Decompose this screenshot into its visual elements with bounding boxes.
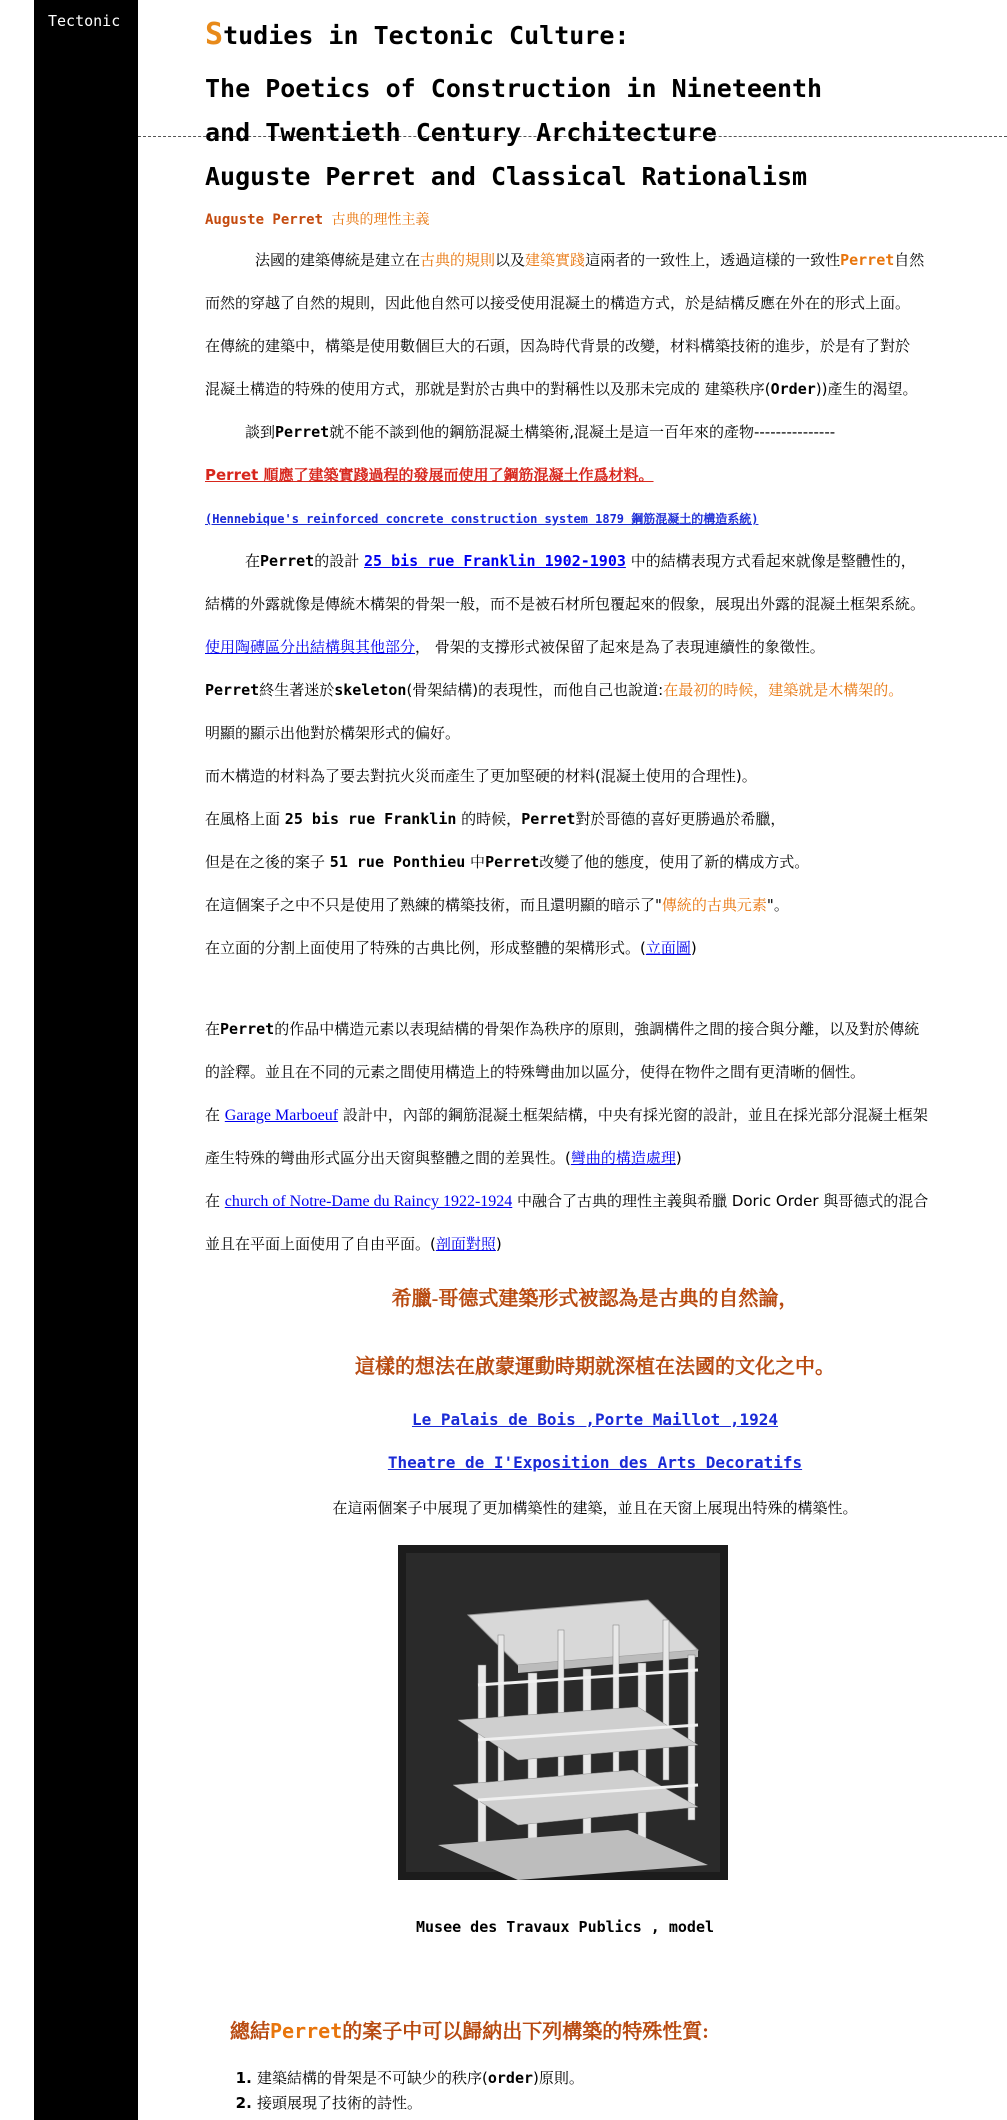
text: 建築結構的骨架是不可缺少的秩序( [257,2069,488,2087]
text: ))產生的渴望。 [815,380,918,398]
text: 談到 [245,423,276,441]
red-statement: Perret 順應了建築實踐過程的發展而使用了鋼筋混凝土作爲材料。 [205,466,654,484]
text-line [205,1180,928,1223]
text-line: 的詮釋。並且在不同的元素之間使用構造上的特殊彎曲加以區分，使得在物件之間有更清晰的個性。 [205,1063,866,1081]
link-garage-marboeuf[interactable]: Garage Marboeuf [224,1107,339,1124]
text: 在風格上面 [205,810,281,828]
callout-line-2: 這樣的想法在啟蒙運動時期就深植在法國的文化之中。 [355,1356,835,1378]
text: ) [675,1149,682,1167]
summary-item [257,2091,584,2116]
highlight-text: 傳統的古典元素 [661,896,767,914]
sidebar [34,0,138,2120]
text: 在 [205,1192,221,1210]
text: 對於哥德的喜好更勝過於希臘， [575,810,786,828]
text-line [205,841,925,884]
title-line-1 [205,17,630,52]
text-line [205,1008,928,1051]
text-line [205,927,925,970]
subtitle [205,209,429,229]
text-line [205,368,924,411]
title-rest: tudies in Tectonic Culture: [223,21,630,50]
text-line [205,411,835,454]
text: 的案子中可以歸納出下列構築的特殊性質: [342,2021,709,2043]
text: 在這個案子之中不只是使用了熟練的構築技術，而且還明顯的暗示了" [205,896,662,914]
summary-list [205,2066,584,2116]
perret-text: Perret [220,1020,275,1038]
text: 改變了他的態度，使用了新的構成方式。 [539,853,810,871]
text: 中的結構表現方式看起來就像是整體性的， [630,552,916,570]
text: )原則。 [533,2069,584,2087]
text: 中 [470,853,486,871]
text: 在 [205,1020,221,1038]
text-line [205,1223,928,1266]
text: 在 [245,552,261,570]
sidebar-label: Tectonic [48,12,121,30]
text: 以及 [495,251,526,269]
text: 終生著迷於 [259,681,335,699]
building-model-drawing [398,1545,728,1880]
text: 法國的建築傳統是建立在 [255,251,421,269]
subtitle-en: Auguste Perret [205,212,324,228]
text-line [205,884,925,927]
highlight-text: 古典的規則 [420,251,496,269]
title-line-4: Auguste Perret and Classical Rationalism [205,162,808,191]
link-25-bis-rue-franklin[interactable]: 25 bis rue Franklin 1902-1903 [364,552,626,570]
text: 但是在之後的案子 [205,853,326,871]
callout-line-3: 在這兩個案子中展現了更加構築性的建築，並且在天窗上展現出特殊的構築性。 [332,1499,858,1517]
perret-text: Perret [270,2019,343,2043]
title-line-2: The Poetics of Construction in Nineteenth [205,74,823,103]
link-ceramic-tiles[interactable]: 使用陶磚區分出結構與其他部分 [205,638,416,656]
text-line [205,497,835,540]
text-line: 而木構造的材料為了要去對抗火災而產生了更加堅硬的材料(混凝土使用的合理性)。 [205,767,757,785]
text: 的設計 [314,552,360,570]
summary-title [230,2015,709,2044]
text: 就不能不談到他的鋼筋混凝土構築術,混凝土是這一百年來的產物--------------- [329,423,836,441]
text: 設計中，內部的鋼筋混凝土框架結構，中央有採光窗的設計，並且在採光部分混凝土框架 [338,1106,928,1124]
callout-line-1: 希臘-哥德式建築形式被認為是古典的自然論， [391,1288,799,1310]
highlight-text: 建築實踐 [525,251,586,269]
text: 在 [205,1106,221,1124]
link-section-comparison[interactable]: 剖面對照 [435,1235,496,1253]
hennebique-note: (Hennebique's reinforced concrete construction system 1879 鋼筋混凝土的構造系統) [205,512,759,526]
project-name: 25 bis rue Franklin [284,810,457,828]
text: (骨架結構)的表現性，而他自己也說道: [406,681,664,699]
text-line [205,239,924,282]
text-line [205,669,925,712]
text: 中融合了古典的理性主義與希臘 Doric Order 與哥德式的混合 [517,1192,929,1210]
quote-text: 在最初的時候，建築就是木構架的。 [663,681,904,699]
skeleton-text: skeleton [334,681,407,699]
text: ) [495,1235,502,1253]
text-line [205,1094,928,1137]
text-line: 明顯的顯示出他對於構架形式的偏好。 [205,724,461,742]
text-line: 結構的外露就像是傳統木構架的骨架一般，而不是被石材所包覆起來的假象，展現出外露的混凝土框架系統。 [205,595,926,613]
paragraph-3 [205,540,925,970]
text: 接頭展現了技術的詩性。 [257,2094,423,2112]
title-line-3: and Twentieth Century Architecture [205,118,717,147]
text: 在立面的分割上面使用了特殊的古典比例，形成整體的架構形式。( [205,939,646,957]
order-text: order [487,2069,534,2087]
link-theatre-exposition[interactable]: Theatre de I'Exposition des Arts Decoratifs [387,1453,803,1472]
summary-item [257,2066,584,2091]
text-line [205,798,925,841]
text: ， 骨架的支撐形式被保留了起來是為了表現連續性的象徵性。 [415,638,825,656]
paragraph-2 [205,411,835,540]
order-text: Order [770,380,816,398]
paragraph-1 [205,239,924,411]
text-line [205,1137,928,1180]
text: "。 [766,896,789,914]
text: 這兩者的一致性上，透過這樣的一致性 [585,251,841,269]
link-row-2 [205,1453,985,1472]
text: 產生特殊的彎曲形式區分出天窗與整體之間的差異性。( [205,1149,571,1167]
model-photo [398,1545,728,1880]
text: 總結 [230,2021,270,2043]
text-line: 而然的穿越了自然的規則，因此他自然可以接受使用混凝土的構造方式，於是結構反應在外在的形式上面。 [205,294,911,312]
perret-text: Perret [485,853,540,871]
text: 的時候， [461,810,522,828]
perret-text: Perret [205,681,260,699]
project-name: 51 rue Ponthieu [329,853,466,871]
paragraph-4 [205,1008,928,1266]
text-line: 在傳統的建築中，構築是使用數個巨大的石頭，因為時代背景的改變，材料構築技術的進步，於是有了對於 [205,337,911,355]
subtitle-zh: 古典的理性主義 [331,212,430,228]
perret-text: Perret [260,552,315,570]
link-palais-de-bois[interactable]: Le Palais de Bois ,Porte Maillot ,1924 [411,1410,779,1429]
text: 的作品中構造元素以表現結構的骨架作為秩序的原則，強調構件之間的接合與分離，以及對於傳統 [274,1020,920,1038]
text: ) [690,939,697,957]
figure-caption: Musee des Travaux Publics , model [415,1918,714,1936]
perret-text: Perret [275,423,330,441]
text-line [205,626,925,669]
link-elevation[interactable]: 立面圖 [645,939,691,957]
perret-text: Perret [521,810,576,828]
text: 並且在平面上面使用了自由平面。( [205,1235,436,1253]
text-line [205,540,925,583]
link-row-1 [205,1410,985,1429]
text: 自然 [894,251,925,269]
link-curved-construction[interactable]: 彎曲的構造處理 [570,1149,676,1167]
perret-text: Perret [840,251,895,269]
text: 混凝土構造的特殊的使用方式，那就是對於古典中的對稱性以及那未完成的 建築秩序( [205,380,771,398]
link-notre-dame-du-raincy[interactable]: church of Notre-Dame du Raincy 1922-1924 [224,1193,513,1210]
title-initial: S [205,17,224,52]
